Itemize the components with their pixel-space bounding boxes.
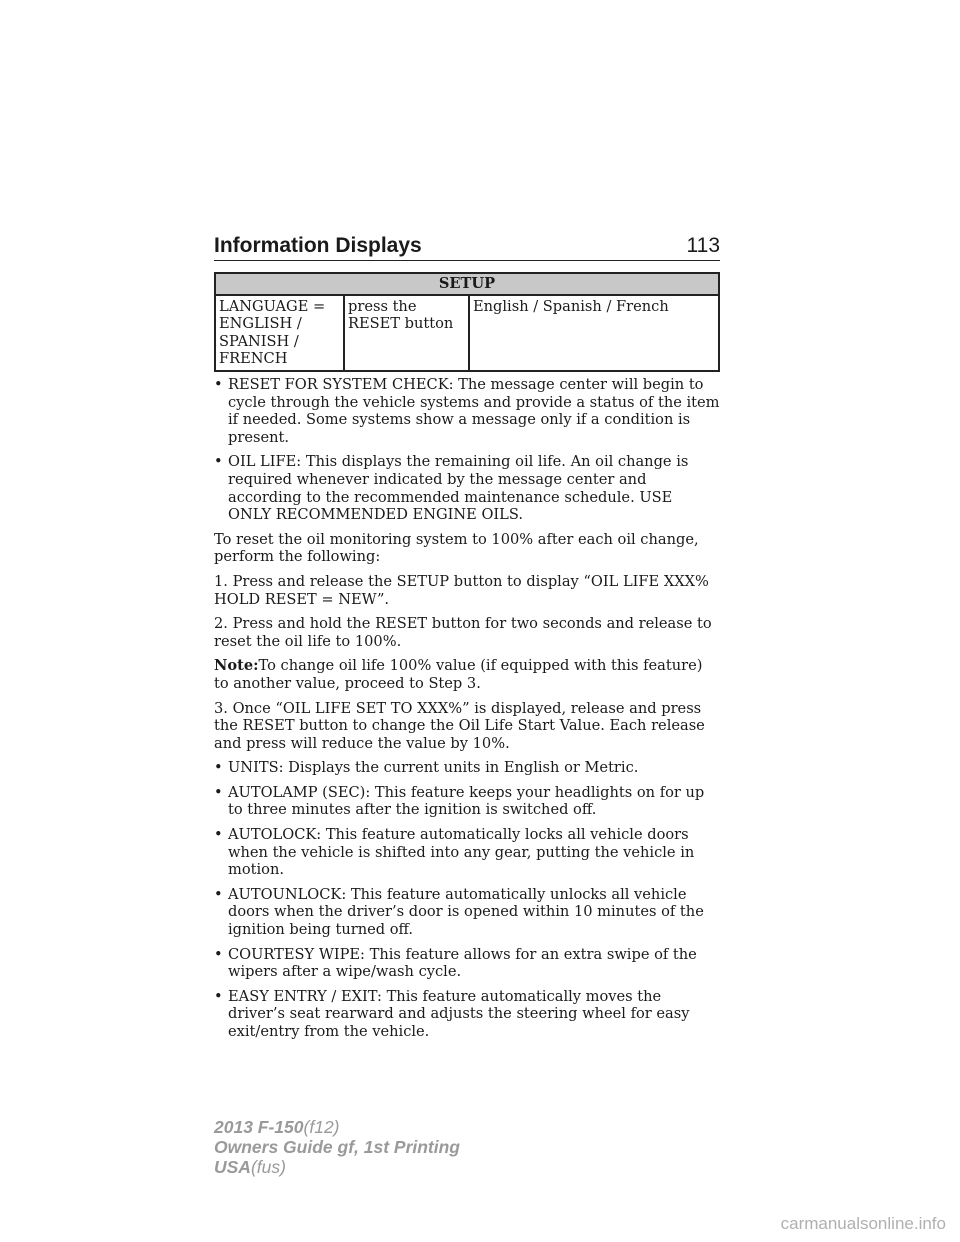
item-line: FRENCH <box>219 350 288 368</box>
list-item-text: AUTOLAMP (SEC): This feature keeps your headlights on for up to three minutes after the ignition is switched off. <box>228 783 705 819</box>
list-item-text: AUTOUNLOCK: This feature automatically unlocks all vehicle doors when the driver’s door is opened within 10 minutes of the ignition being turned off. <box>228 885 704 939</box>
note-paragraph <box>214 657 720 692</box>
list-item-text: UNITS: Displays the current units in English or Metric. <box>228 759 639 777</box>
footer-line-3 <box>214 1157 460 1177</box>
footer-region-code: (fus) <box>250 1157 286 1177</box>
setup-table-heading: SETUP <box>215 273 719 295</box>
page-header <box>214 230 720 261</box>
note-label: Note: <box>214 657 259 675</box>
action-line: RESET button <box>348 315 454 333</box>
item-line: SPANISH / <box>219 332 299 350</box>
list-item-text: COURTESY WIPE: This feature allows for an extra swipe of the wipers after a wipe/wash cycle. <box>228 945 697 981</box>
list-item-text: AUTOLOCK: This feature automatically locks all vehicle doors when the vehicle is shifted into any gear, putting the vehicle in motion. <box>228 826 695 879</box>
bullet-mark: • <box>214 987 223 1005</box>
bullet-mark: • <box>214 826 223 844</box>
bullet-mark: • <box>214 453 223 471</box>
footer-region: USA <box>214 1157 251 1177</box>
watermark: carmanualsonline.info <box>780 1214 946 1233</box>
bullet-mark: • <box>214 759 223 777</box>
list-item-text: OIL LIFE: This displays the remaining oil life. An oil change is required whenever indicated by the message center and according to the recommended maintenance schedule. USE ONLY RECOMMENDED ENGINE OILS. <box>228 453 689 524</box>
list-item-text: EASY ENTRY / EXIT: This feature automatically moves the driver’s seat rearward and adjusts the steering wheel for easy exit/entry from the vehicle. <box>228 987 690 1040</box>
note-text: To change oil life 100% value (if equipped with this feature) to another value, proceed to Step 3. <box>214 657 703 692</box>
list-item <box>214 759 720 777</box>
list-item <box>214 826 720 879</box>
print-footer <box>214 1117 460 1177</box>
list-item <box>214 886 720 939</box>
table-row <box>215 295 719 371</box>
table-cell-item <box>215 295 344 371</box>
list-item <box>214 376 720 446</box>
step-2-paragraph: 2. Press and hold the RESET button for two seconds and release to reset the oil life to 100%. <box>214 615 712 650</box>
section-title: Information Displays <box>214 234 422 257</box>
bullet-mark: • <box>214 885 223 903</box>
bullet-mark: • <box>214 945 223 963</box>
table-cell-options: English / Spanish / French <box>469 295 719 371</box>
action-line: press the <box>348 297 417 315</box>
page-body <box>214 376 720 1048</box>
bullet-mark: • <box>214 783 223 801</box>
reset-intro-paragraph: To reset the oil monitoring system to 100% after each oil change, perform the following: <box>214 530 699 566</box>
list-item <box>214 946 720 981</box>
footer-model: 2013 F-150 <box>214 1117 304 1137</box>
list-item <box>214 784 720 819</box>
bullet-mark: • <box>214 376 223 393</box>
footer-line-2: Owners Guide gf, 1st Printing <box>214 1137 460 1157</box>
step-1-paragraph: 1. Press and release the SETUP button to display “OIL LIFE XXX% HOLD RESET = NEW”. <box>214 572 709 608</box>
list-item <box>214 453 720 523</box>
item-line: ENGLISH / <box>219 315 302 333</box>
table-cell-action <box>344 295 469 371</box>
list-item <box>214 988 720 1041</box>
page-number: 113 <box>686 234 720 257</box>
item-line: LANGUAGE = <box>219 297 326 315</box>
list-item-text: RESET FOR SYSTEM CHECK: The message center will begin to cycle through the vehicle systems and provide a status of the item if needed. Some systems show a message only if a condition is present. <box>228 376 720 446</box>
step-3-paragraph: 3. Once “OIL LIFE SET TO XXX%” is displayed, release and press the RESET button to change the Oil Life Start Value. Each release and press will reduce the value by 10%. <box>214 699 705 752</box>
setup-table <box>214 272 720 372</box>
footer-model-code: (f12) <box>303 1117 340 1137</box>
footer-line-1 <box>214 1117 460 1137</box>
